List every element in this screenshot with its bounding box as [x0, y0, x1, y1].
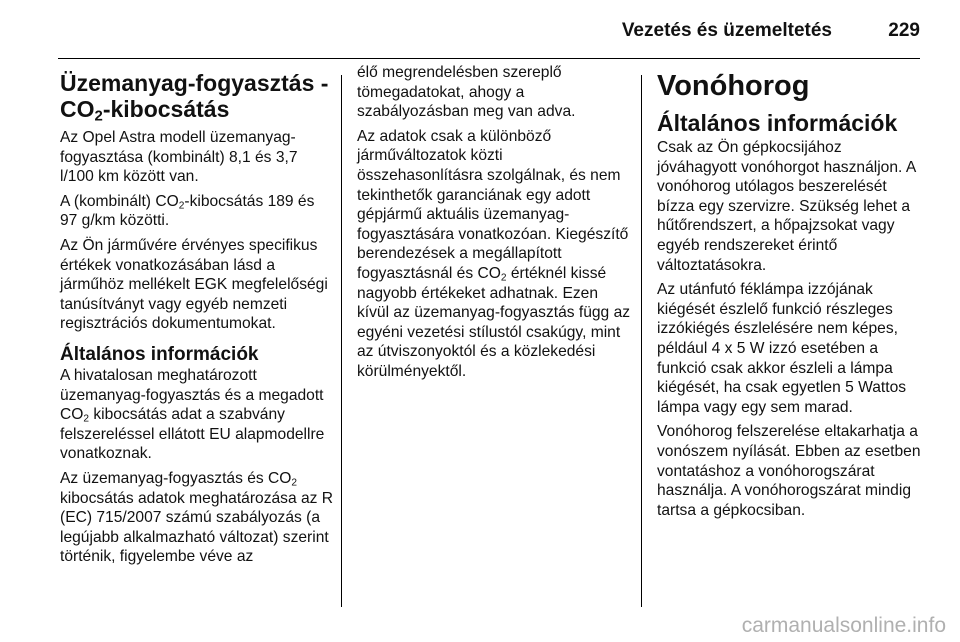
paragraph-comparison [357, 127, 632, 382]
text-sub: 2 [83, 413, 90, 425]
text-run: A hivatalosan meghatározott üzemanyag-fogyasztás és a megadott CO [60, 366, 324, 424]
text-run: Az adatok csak a különböző járműváltozatok közti összehasonlításra szolgálnak, és nem tekinthetők garanciának egy adott gépjármű aktuális üzemanyag-fogyasztására vonatkozóan. Kiegészítő berendezések a megállapított fogyasztásnál és CO [357, 127, 629, 282]
paragraph-official-data [60, 366, 335, 464]
text-sub: 2 [500, 272, 507, 284]
paragraph-towbar-eye: Vonóhorog felszerelése eltakarhatja a vonószem nyílását. Ebben az esetben vontatáshoz a vonóhorogszárat használja. A vonóhorogszárat mindig tartsa a gépkocsiban. [657, 423, 921, 519]
paragraph-towbar-approval: Csak az Ön gépkocsijához jóváhagyott vonóhorgot használjon. A vonóhorog utólagos beszerelését bízza egy szervizre. Szükség lehet a hűtőrendszert, a hőpajzsokat vagy egyéb rendszereket érintő változtatásokra. [657, 139, 916, 274]
paragraph-brake-lamp: Az utánfutó féklámpa izzójának kiégését észlelő funkció részleges izzókiégés észlelésére nem képes, például 4 x 5 W izzó esetében a funkció csak akkor észleli a lámpa kiégését, ha csak egyetlen 5 Wattos lámpa vagy egy sem marad. [657, 281, 907, 416]
heading-line-1: Üzemanyag-fogyasztás - [60, 70, 329, 96]
text-run: értéknél kissé nagyobb értékeket adhatnak. Ezen kívül az üzemanyag-fogyasztás függ az egyéni vezetési stílustól csakúgy, mint az útviszonyoktól és a közlekedési körülményektől. [357, 264, 631, 380]
text-sub: 2 [291, 477, 298, 489]
paragraph-specific-values: Az Ön járművére érvényes specifikus értékek vonatkozásában lásd a járműhöz mellékelt EGK megfelelőségi tanúsítványt vagy egyéb nemzeti regisztrációs dokumentumokat. [60, 236, 328, 333]
text-run: Az üzemanyag-fogyasztás és CO [60, 469, 292, 487]
text-run: A (kombinált) CO [60, 192, 179, 210]
subheading-towbar-general: Általános információk [657, 110, 898, 136]
header-rule [58, 58, 920, 59]
column-divider-2 [641, 75, 642, 607]
section-heading-fuel-co2 [60, 70, 335, 125]
page-header [0, 0, 960, 58]
column-2 [357, 63, 632, 387]
column-divider-1 [341, 75, 342, 607]
text-run: -kibocsátás 189 és 97 g/km közötti. [60, 192, 315, 230]
paragraph-mass-data: élő megrendelésben szereplő tömegadatokat, ahogy a szabályozásban meg van adva. [357, 64, 576, 121]
watermark: carmanualsonline.info [741, 614, 946, 637]
heading-line-2-pre: CO [60, 96, 95, 122]
paragraph-regulation [60, 469, 335, 567]
page-number: 229 [888, 20, 920, 41]
column-3 [657, 70, 922, 525]
column-1 [60, 70, 335, 572]
text-run: kibocsátás adat a szabvány felszereléssel ellátott EU alapmodellre vonatkoznak. [60, 406, 325, 463]
header-title: Vezetés és üzemeltetés [621, 20, 832, 41]
heading-line-2-sub: 2 [94, 107, 103, 125]
paragraph-consumption: Az Opel Astra modell üzemanyag-fogyasztása (kombinált) 8,1 és 3,7 l/100 km között van. [60, 129, 298, 186]
paragraph-emission [60, 192, 335, 231]
text-sub: 2 [178, 200, 185, 212]
heading-line-2-post: -kibocsátás [102, 96, 230, 122]
subheading-general-info: Általános információk [60, 343, 259, 365]
text-run: kibocsátás adatok meghatározása az R (EC) 715/2007 számú szabályozás (a legújabb alkalmazható változat) szerint történik, figyelembe véve az [60, 489, 334, 566]
section-heading-towbar: Vonóhorog [657, 70, 810, 102]
